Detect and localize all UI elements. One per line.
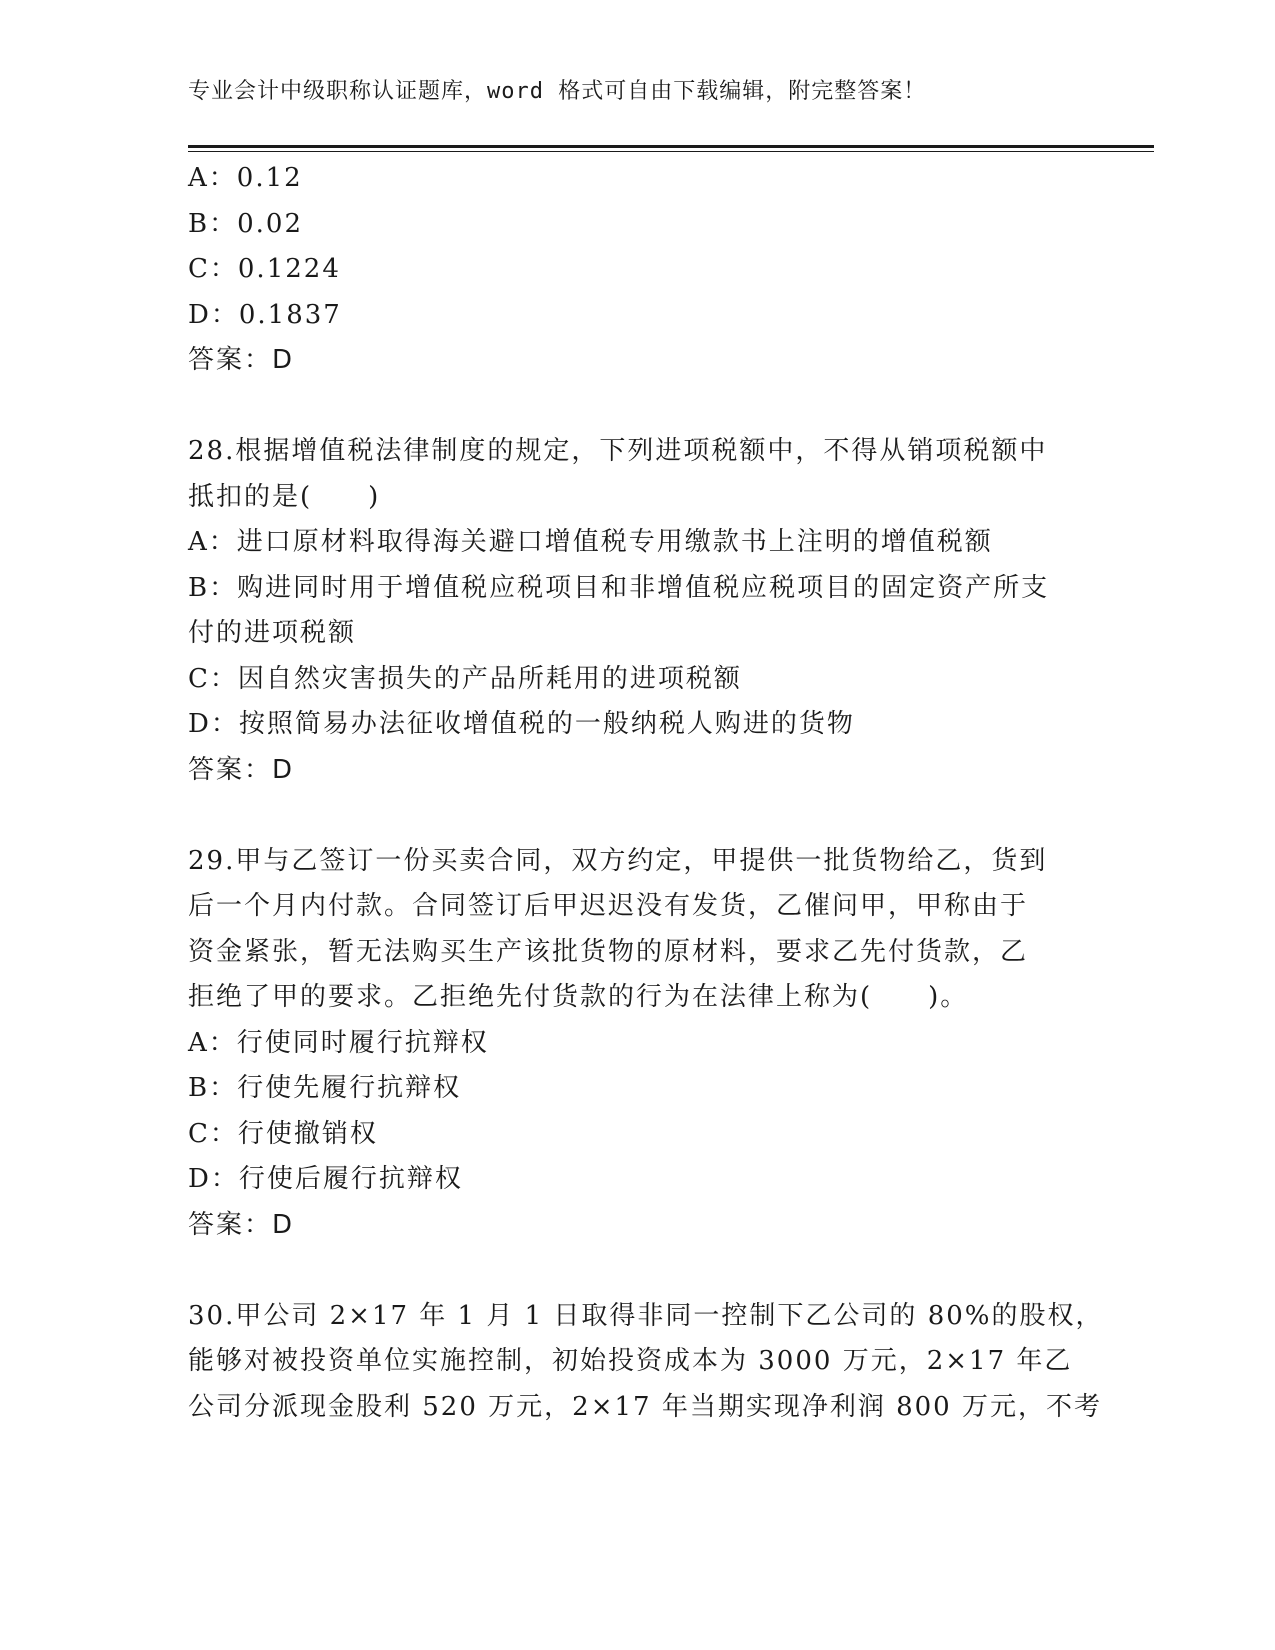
q27-option-c: C：0.1224	[188, 254, 341, 284]
q29-option-b: B：行使先履行抗辩权	[188, 1073, 462, 1103]
q29-answer: 答案：D	[188, 1209, 295, 1240]
q28-option-d: D：按照简易办法征收增值税的一般纳税人购进的货物	[188, 709, 855, 739]
header-rule-thick	[188, 145, 1154, 148]
q29-option-a: A：行使同时履行抗辩权	[188, 1027, 489, 1058]
spacer	[188, 384, 1088, 430]
q29-option-c: C：行使撤销权	[188, 1118, 378, 1149]
q28-option-b: B：购进同时用于增值税应税项目和非增值税应税项目的固定资产所支	[188, 572, 1050, 603]
question-27	[188, 156, 1088, 384]
q29-option-d: D：行使后履行抗辩权	[188, 1164, 463, 1194]
question-29	[188, 839, 1088, 1249]
q27-option-b: B：0.02	[188, 208, 303, 239]
q30-stem-line: 公司分派现金股利 520 万元，2×17 年当期实现净利润 800 万元，不考	[188, 1391, 1102, 1422]
q30-stem-line: 能够对被投资单位实施控制，初始投资成本为 3000 万元，2×17 年乙	[188, 1346, 1073, 1376]
q27-option-a: A：0.12	[188, 163, 303, 193]
question-30	[188, 1294, 1104, 1431]
q30-stem-line: 30.甲公司 2×17 年 1 月 1 日取得非同一控制下乙公司的 80%的股权，	[188, 1300, 1104, 1331]
q28-option-a: A：进口原材料取得海关避口增值税专用缴款书上注明的增值税额	[188, 527, 993, 557]
q29-stem-line: 资金紧张，暂无法购买生产该批货物的原材料，要求乙先付货款，乙	[188, 936, 1029, 967]
spacer	[188, 793, 1088, 839]
q29-stem-line: 29.甲与乙签订一份买卖合同，双方约定，甲提供一批货物给乙，货到	[188, 845, 1048, 876]
spacer	[188, 1248, 1088, 1294]
q28-option-b-cont: 付的进项税额	[188, 618, 357, 648]
question-content	[188, 156, 1104, 1430]
q28-stem-line: 28.根据增值税法律制度的规定，下列进项税额中，不得从销项税额中	[188, 436, 1048, 466]
q28-stem-line: 抵扣的是( )	[188, 481, 381, 512]
question-28	[188, 429, 1088, 793]
page-header: 专业会计中级职称认证题库，word 格式可自由下载编辑，附完整答案！	[188, 79, 927, 104]
q29-stem-line: 后一个月内付款。合同签订后甲迟迟没有发货，乙催问甲，甲称由于	[188, 891, 1029, 921]
q27-answer: 答案：D	[188, 345, 295, 375]
q27-option-d: D：0.1837	[188, 299, 342, 330]
q28-option-c: C：因自然灾害损失的产品所耗用的进项税额	[188, 663, 742, 694]
q28-answer: 答案：D	[188, 754, 295, 785]
q29-stem-line: 拒绝了甲的要求。乙拒绝先付货款的行为在法律上称为( )。	[188, 982, 969, 1012]
header-rule-thin	[188, 151, 1154, 152]
